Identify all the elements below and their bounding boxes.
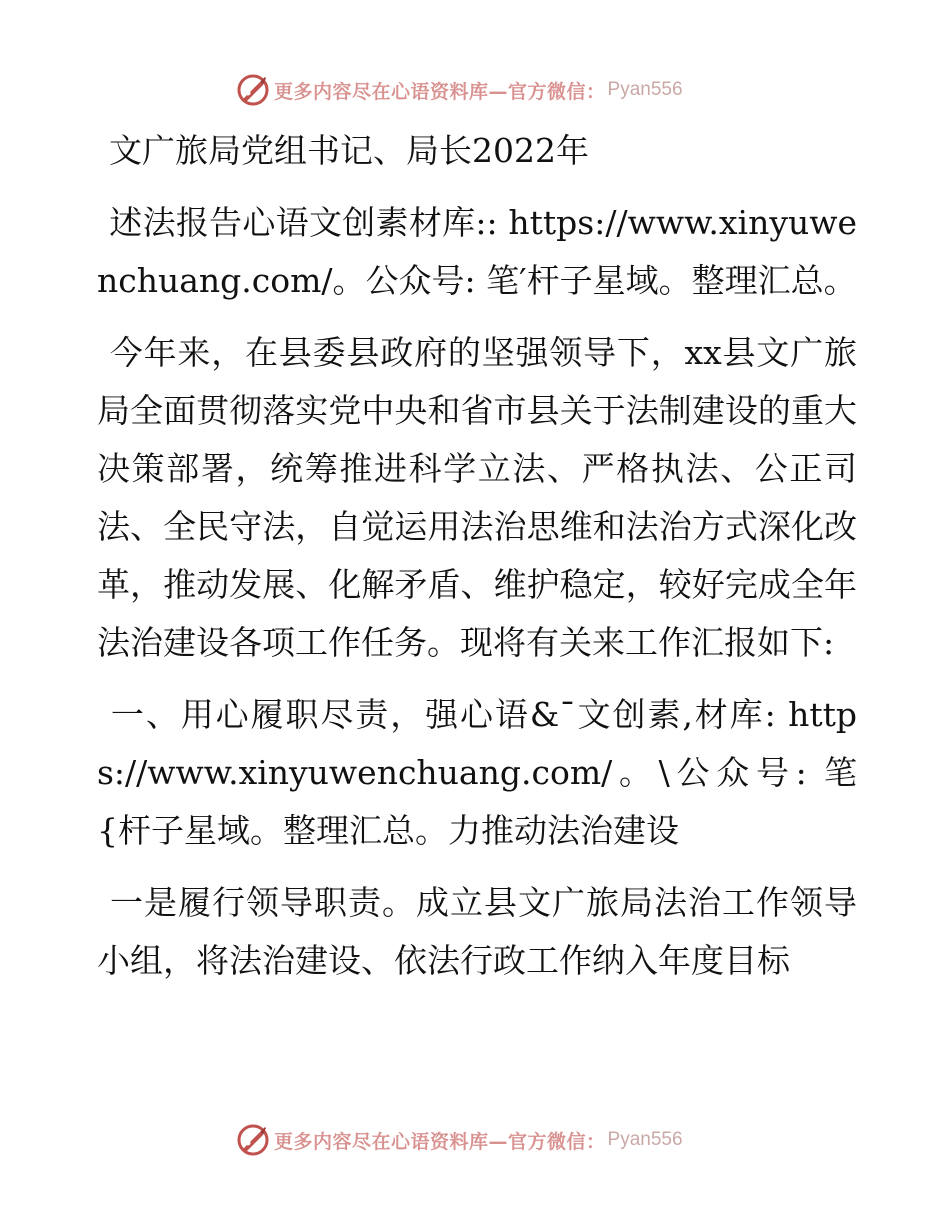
body-paragraph [97,874,857,990]
paragraph-text: 文广旅局党组书记、局长2022年 [109,131,589,170]
document-body [97,122,857,1004]
pen-logo-icon [236,73,270,107]
header-watermark [236,72,756,108]
footer-watermark [236,1122,756,1158]
document-subtitle-paragraph [97,194,857,310]
watermark-text: 更多内容尽在心语资料库—官方微信： [274,80,606,103]
paragraph-text: 一、用心履职尽责，强心语&¯文创素,材库: https://www.xinyuwenchuang.com/。\公众号: 笔{杆子星域。整理汇总。力推动法治建设 [97,695,857,850]
paragraph-text: 今年来，在县委县政府的坚强领导下，xx县文广旅局全面贯彻落实党中央和省市县关于法制建设的重大决策部署，统筹推进科学立法、严格执法、公正司法、全民守法，自觉运用法治思维和法治方式深化改革，推动发展、化解矛盾、维护稳定，较好完成全年法治建设各项工作任务。现将有关来工作汇报如下: [97,333,857,662]
paragraph-text: 一是履行领导职责。成立县文广旅局法治工作领导小组，将法治建设、依法行政工作纳入年度目标 [97,883,857,980]
body-paragraph [97,324,857,672]
document-title-line [97,122,857,180]
paragraph-text: 述法报告心语文创素材库:: https://www.xinyuwenchuang.com/。公众号: 笔′杆子星域。整理汇总。 [97,203,857,300]
watermark-account: Pyan556 [607,1129,683,1150]
watermark-account: Pyan556 [607,79,683,100]
section-heading-paragraph [97,686,857,860]
pen-logo-icon [236,1123,270,1157]
watermark-text: 更多内容尽在心语资料库—官方微信： [274,1130,606,1153]
